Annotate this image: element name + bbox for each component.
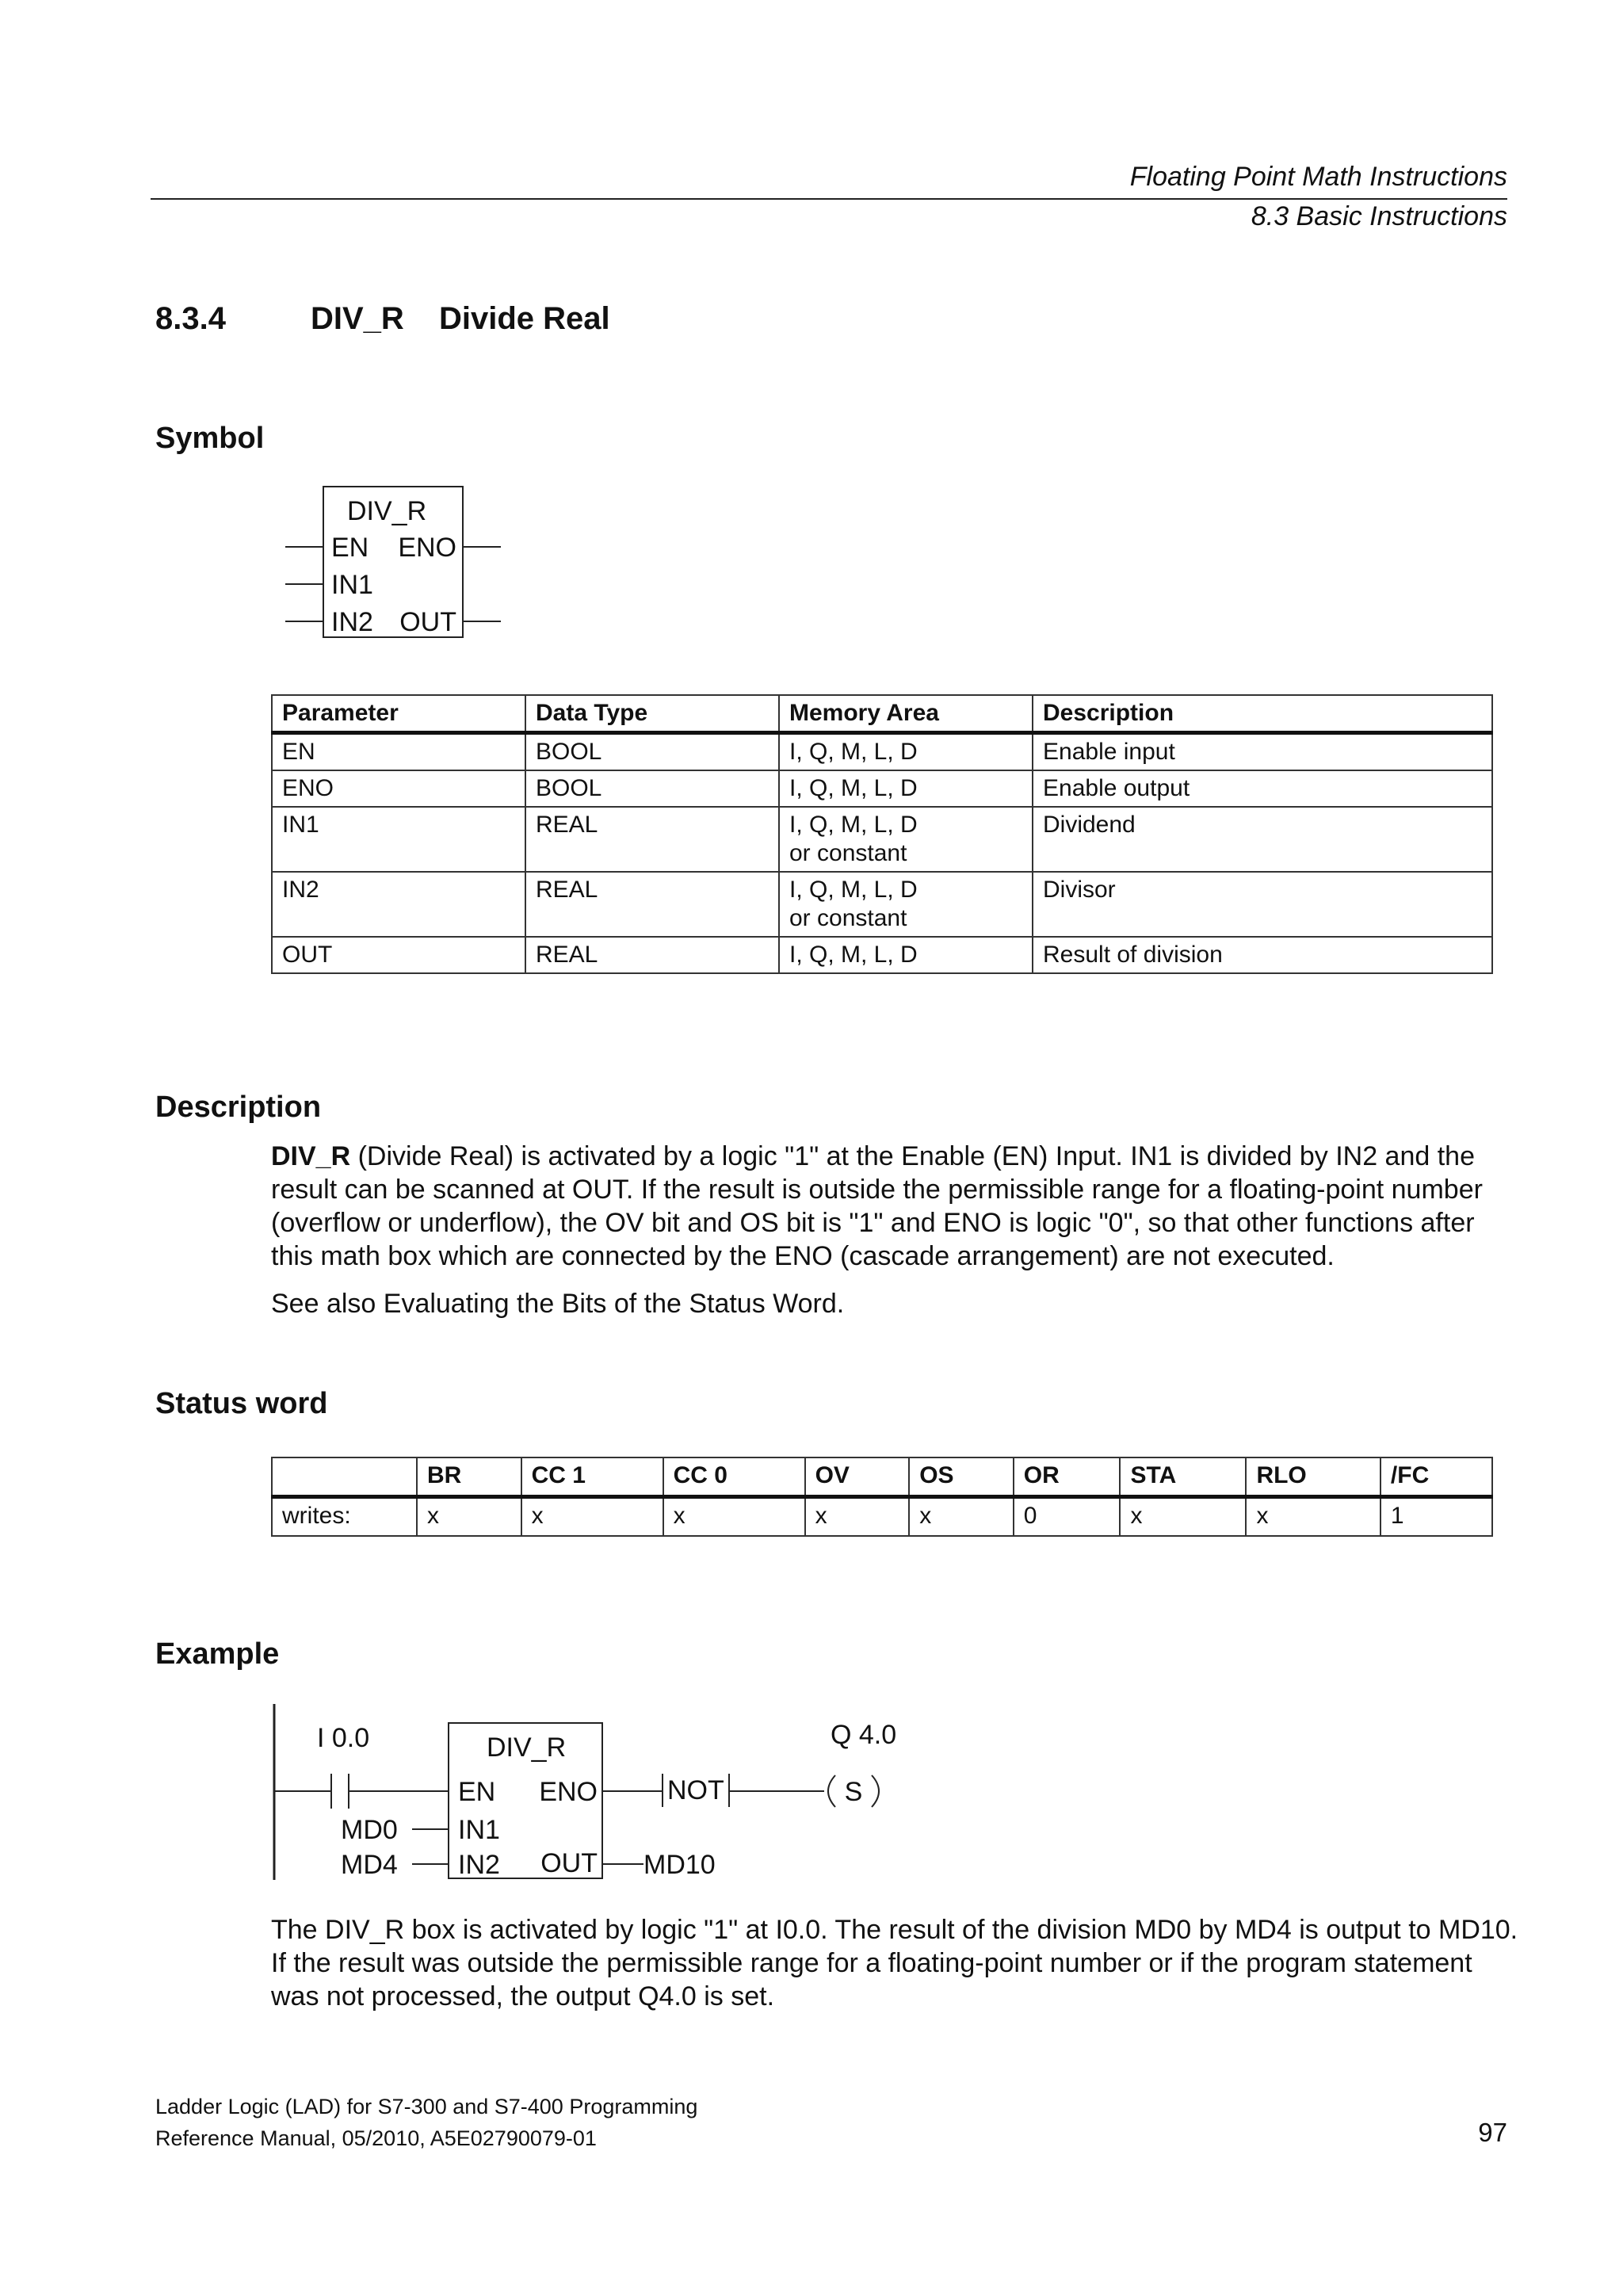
example-eno: ENO	[539, 1777, 598, 1807]
running-header-chapter: Floating Point Math Instructions	[1129, 162, 1507, 192]
cell-memory-area	[779, 872, 1033, 937]
footer-line-1: Ladder Logic (LAD) for S7-300 and S7-400 Programming	[155, 2095, 698, 2118]
table-row	[272, 770, 1492, 807]
table-row	[272, 733, 1492, 771]
cell-fc: 1	[1381, 1497, 1492, 1537]
memory-area-line: I, Q, M, L, D	[789, 942, 918, 968]
example-box-title: DIV_R	[487, 1733, 567, 1763]
col-rlo: RLO	[1246, 1457, 1380, 1497]
col-cc1: CC 1	[521, 1457, 663, 1497]
cell-writes-label: writes:	[272, 1497, 417, 1537]
cell-parameter: IN1	[272, 807, 525, 872]
symbol-in2: IN2	[331, 607, 373, 637]
col-description: Description	[1033, 695, 1492, 733]
section-number: 8.3.4	[155, 301, 226, 336]
description-text: (Divide Real) is activated by a logic "1" at the Enable (EN) Input. IN1 is divided by IN2 and the result can be scanned at OUT. If the result is outside the permissible range for a floating-point number (overflow or underflow), the OV bit and OS bit is "1" and ENO is logic "0", so that other functions after this math box which are connected by the ENO (cascade arrangement) are not executed.	[271, 1141, 1483, 1271]
cell-description: Enable output	[1033, 770, 1492, 807]
table-row	[272, 807, 1492, 872]
memory-area-line: I, Q, M, L, D	[789, 812, 918, 838]
cell-description: Divisor	[1033, 872, 1492, 937]
cell-os: x	[909, 1497, 1014, 1537]
cell-data-type: REAL	[525, 807, 779, 872]
output-md10: MD10	[643, 1850, 716, 1880]
col-blank	[272, 1457, 417, 1497]
cell-data-type: BOOL	[525, 770, 779, 807]
memory-area-line: I, Q, M, L, D	[789, 775, 918, 801]
coil-right-arc	[872, 1775, 879, 1807]
parameter-table	[271, 694, 1493, 974]
symbol-out: OUT	[399, 607, 456, 637]
description-body	[271, 1140, 1523, 1320]
cell-cc1: x	[521, 1497, 663, 1537]
description-heading: Description	[155, 1091, 322, 1124]
cell-parameter: ENO	[272, 770, 525, 807]
memory-area-line: I, Q, M, L, D	[789, 739, 918, 765]
status-word-heading: Status word	[155, 1387, 328, 1420]
table-row	[272, 1497, 1492, 1537]
symbol-heading: Symbol	[155, 422, 265, 455]
example-in1: IN1	[458, 1815, 500, 1845]
not-element: NOT	[667, 1775, 724, 1805]
cell-parameter: EN	[272, 733, 525, 771]
see-also-paragraph: See also Evaluating the Bits of the Status Word.	[271, 1289, 845, 1319]
coil-left-arc	[828, 1775, 835, 1807]
cell-data-type: REAL	[525, 937, 779, 973]
header-rule	[151, 198, 1507, 200]
symbol-in1: IN1	[331, 570, 373, 600]
example-heading: Example	[155, 1637, 280, 1671]
status-word-header	[272, 1457, 1492, 1497]
description-paragraph	[271, 1140, 1523, 1273]
status-word-table	[271, 1457, 1493, 1537]
cell-sta: x	[1120, 1497, 1246, 1537]
cell-memory-area	[779, 937, 1033, 973]
col-ov: OV	[805, 1457, 910, 1497]
running-header-section: 8.3 Basic Instructions	[1251, 201, 1507, 231]
memory-area-line: I, Q, M, L, D	[789, 877, 918, 903]
table-row	[272, 872, 1492, 937]
col-fc: /FC	[1381, 1457, 1492, 1497]
example-en: EN	[458, 1777, 496, 1807]
col-data-type: Data Type	[525, 695, 779, 733]
table-row	[272, 937, 1492, 973]
cell-memory-area	[779, 770, 1033, 807]
cell-parameter: OUT	[272, 937, 525, 973]
cell-rlo: x	[1246, 1497, 1380, 1537]
col-br: BR	[417, 1457, 521, 1497]
example-out: OUT	[540, 1848, 598, 1878]
col-sta: STA	[1120, 1457, 1246, 1497]
example-ladder-diagram	[262, 1696, 911, 1902]
cell-description: Dividend	[1033, 807, 1492, 872]
col-cc0: CC 0	[663, 1457, 805, 1497]
cell-cc0: x	[663, 1497, 805, 1537]
instruction-title: Divide Real	[439, 301, 610, 336]
col-parameter: Parameter	[272, 695, 525, 733]
cell-br: x	[417, 1497, 521, 1537]
input-md0: MD0	[341, 1815, 398, 1845]
cell-ov: x	[805, 1497, 910, 1537]
coil-address: Q 4.0	[831, 1720, 897, 1750]
cell-data-type: REAL	[525, 872, 779, 937]
input-md4: MD4	[341, 1850, 398, 1880]
coil-type: S	[844, 1777, 863, 1807]
instruction-name: DIV_R	[311, 301, 404, 336]
col-os: OS	[909, 1457, 1014, 1497]
cell-memory-area	[779, 807, 1033, 872]
example-in2: IN2	[458, 1850, 500, 1880]
symbol-diagram	[269, 476, 523, 650]
cell-data-type: BOOL	[525, 733, 779, 771]
cell-description: Enable input	[1033, 733, 1492, 771]
cell-description: Result of division	[1033, 937, 1492, 973]
cell-parameter: IN2	[272, 872, 525, 937]
col-memory-area: Memory Area	[779, 695, 1033, 733]
col-or: OR	[1014, 1457, 1121, 1497]
cell-or: 0	[1014, 1497, 1121, 1537]
cell-memory-area	[779, 733, 1033, 771]
memory-area-line: or constant	[789, 905, 907, 931]
page-number: 97	[1478, 2118, 1507, 2147]
parameter-table-header	[272, 695, 1492, 733]
memory-area-line: or constant	[789, 840, 907, 866]
example-text: The DIV_R box is activated by logic "1" at I0.0. The result of the division MD0 by MD4 is output to MD10. If the result was outside the permissible range for a floating-point number or if the program statement was not processed, the output Q4.0 is set.	[271, 1915, 1518, 2011]
footer-line-2: Reference Manual, 05/2010, A5E02790079-01	[155, 2126, 597, 2150]
symbol-eno: ENO	[398, 533, 456, 563]
contact-address: I 0.0	[317, 1723, 370, 1753]
description-lead: DIV_R	[271, 1141, 351, 1171]
symbol-en: EN	[331, 533, 369, 563]
symbol-box-title: DIV_R	[347, 496, 427, 526]
